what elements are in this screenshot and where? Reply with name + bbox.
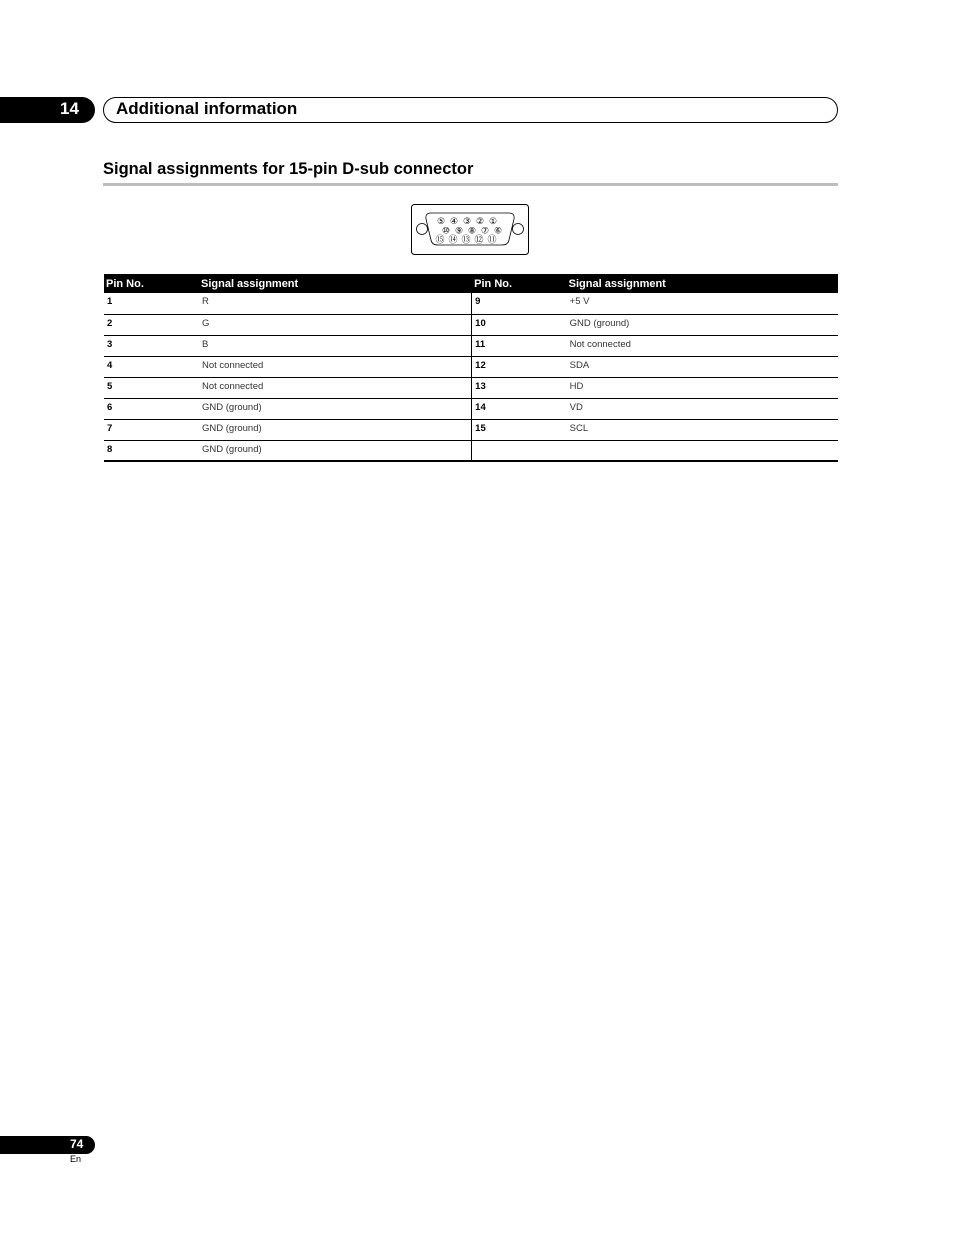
pin-number: 1 (104, 293, 199, 314)
pin-number: 6 (104, 398, 199, 419)
page-number: 74 (70, 1137, 84, 1151)
pin-number: 7 (104, 419, 199, 440)
signal-value: Not connected (199, 356, 472, 377)
section-title: Signal assignments for 15-pin D-sub connector (103, 160, 474, 178)
pin-number: 15 (472, 419, 567, 440)
chapter-title: Additional information (116, 99, 298, 118)
screw-hole-right (513, 224, 524, 235)
pin-number: 3 (104, 335, 199, 356)
pin-number: 5 (104, 377, 199, 398)
table-row (104, 440, 838, 461)
signal-table (104, 274, 838, 462)
header-signal-assignment: Signal assignment (199, 274, 472, 293)
connector-pin-label: ⑪ (487, 235, 497, 246)
pin-number: 8 (104, 440, 199, 461)
table-row (104, 293, 838, 314)
signal-value: GND (ground) (199, 440, 472, 461)
pin-number: 2 (104, 314, 199, 335)
header-signal-assignment-2: Signal assignment (567, 274, 838, 293)
header-pin-no: Pin No. (104, 274, 199, 293)
connector-pin-label: ⑤ (436, 217, 446, 227)
connector-pin-label: ⑥ (493, 226, 503, 237)
connector-pin-label: ① (488, 217, 498, 227)
signal-value (567, 440, 838, 461)
connector-pin-label: ② (475, 217, 485, 227)
signal-value: Not connected (567, 335, 838, 356)
table-row (104, 398, 838, 419)
pin-number: 4 (104, 356, 199, 377)
table-row (104, 335, 838, 356)
table-row (104, 377, 838, 398)
connector-pin-label: ⑭ (448, 235, 458, 246)
pin-number: 12 (472, 356, 567, 377)
chapter-number: 14 (60, 99, 79, 118)
signal-value: GND (ground) (199, 398, 472, 419)
connector-pin-label: ③ (462, 217, 472, 227)
signal-value: GND (ground) (567, 314, 838, 335)
screw-hole-left (417, 224, 428, 235)
pin-number (472, 440, 567, 461)
pin-number: 11 (472, 335, 567, 356)
connector-pin-label: ⑩ (441, 226, 451, 237)
table-row (104, 419, 838, 440)
connector-pin-label: ⑨ (454, 226, 464, 237)
signal-value: VD (567, 398, 838, 419)
chapter-header (103, 97, 838, 123)
signal-value: HD (567, 377, 838, 398)
table-header-row (104, 274, 838, 293)
signal-value: GND (ground) (199, 419, 472, 440)
pin-number: 13 (472, 377, 567, 398)
table-row (104, 356, 838, 377)
pin-number: 14 (472, 398, 567, 419)
signal-value: Not connected (199, 377, 472, 398)
chapter-tab (0, 97, 95, 123)
connector-pin-label: ⑬ (461, 235, 471, 246)
pin-number: 10 (472, 314, 567, 335)
signal-value: R (199, 293, 472, 314)
connector-pin-label: ⑫ (474, 235, 484, 246)
connector-pin-label: ⑮ (435, 235, 445, 246)
page-language: En (70, 1154, 82, 1164)
signal-value: G (199, 314, 472, 335)
signal-value: B (199, 335, 472, 356)
connector-pin-label: ⑧ (467, 226, 477, 237)
dsub-connector-diagram (411, 204, 529, 255)
signal-value: +5 V (567, 293, 838, 314)
pin-number: 9 (472, 293, 567, 314)
connector-pin-label: ④ (449, 217, 459, 227)
signal-value: SCL (567, 419, 838, 440)
table-row (104, 314, 838, 335)
header-pin-no-2: Pin No. (472, 274, 567, 293)
signal-value: SDA (567, 356, 838, 377)
connector-pin-label: ⑦ (480, 226, 490, 237)
section-rule (103, 183, 838, 186)
